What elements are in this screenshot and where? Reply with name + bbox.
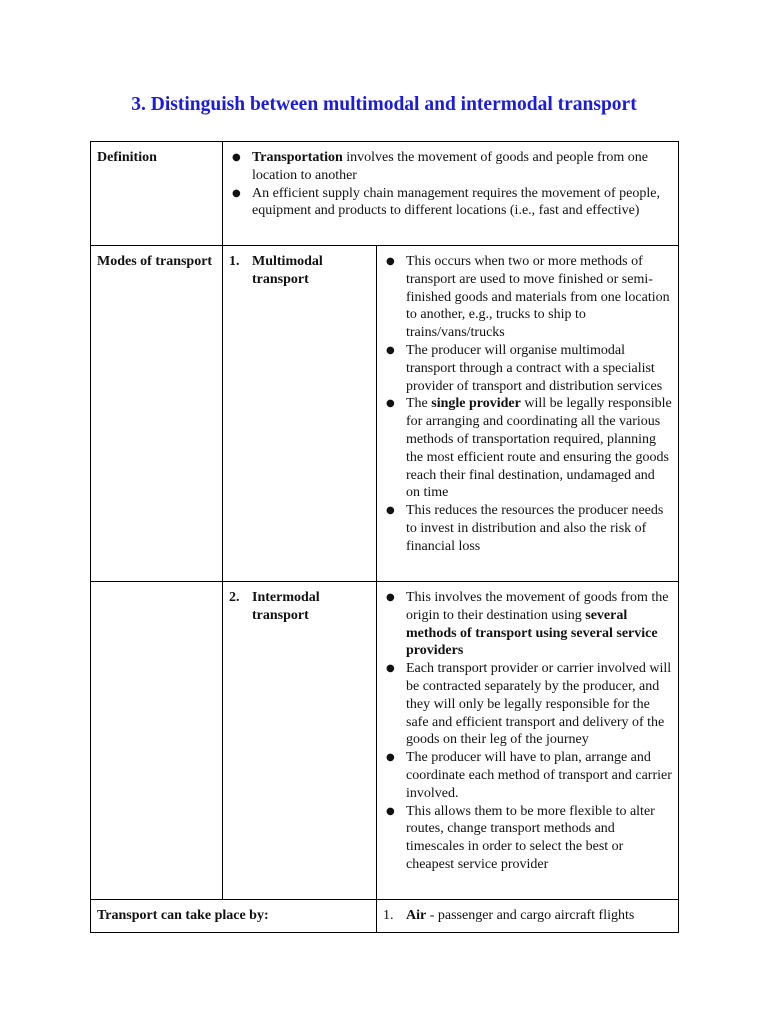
item-text: involves the movement of goods and people from one location to another [252, 150, 648, 183]
modes-label: Modes of transport [91, 246, 223, 582]
intermodal-row [91, 582, 679, 900]
transport-by-content [377, 900, 679, 933]
list-item: ● This allows them to be more flexible to alter routes, change transport methods and timescales in order to select the best or cheapest service provider [383, 803, 672, 874]
list-item: ● Each transport provider or carrier involved will be contracted separately by the producer, and they will only be legally responsible for the safe and efficient transport and delivery of the goods on their leg of the journey [383, 660, 672, 749]
bold-term: Transportation [252, 150, 343, 165]
multimodal-list [383, 253, 672, 556]
page-title: 3. Distinguish between multimodal and intermodal transport [131, 94, 637, 115]
list-item: ● The producer will organise multimodal transport through a contract with a specialist provider of transport and distribution services [383, 342, 672, 395]
list-item: ● This occurs when two or more methods of transport are used to move finished or semi-finished goods and materials from one location to another, e.g., trucks to ship to trains/vans/trucks [383, 253, 672, 342]
multimodal-label-cell [223, 246, 377, 582]
transport-by-row [91, 900, 679, 933]
list-item [229, 149, 672, 185]
multimodal-label: 1. Multimodal transport [229, 254, 323, 287]
list-item: ● An efficient supply chain management requires the movement of people, equipment and products to different locations (i.e., fast and effective) [229, 185, 672, 221]
transport-by-label: Transport can take place by: [91, 900, 377, 933]
bold-term: several methods of transport using several service providers [406, 607, 658, 659]
bold-term: single provider [431, 396, 521, 412]
definition-row [91, 142, 679, 246]
list-item: 1. Air - passenger and cargo aircraft flights [383, 908, 635, 923]
list-item: ● The producer will have to plan, arrange and coordinate each method of transport and carrier involved. [383, 749, 672, 802]
list-item: ● This reduces the resources the producer needs to invest in distribution and also the risk of financial loss [383, 502, 672, 555]
empty-cell [91, 582, 223, 900]
intermodal-details [377, 582, 679, 900]
definition-label: Definition [91, 142, 223, 246]
bold-term: Air [406, 908, 427, 923]
definition-content [223, 142, 679, 246]
definition-list [229, 149, 672, 220]
intermodal-list [383, 589, 672, 874]
intermodal-label-cell [223, 582, 377, 900]
multimodal-details [377, 246, 679, 582]
list-item: ● The single provider will be legally responsible for arranging and coordinating all the various methods of transportation required, planning the most efficient route and ensuring the goods reach their final destination, undamaged and on time [383, 395, 672, 502]
list-item: ● This involves the movement of goods from the origin to their destination using several methods of transport using several service providers [383, 589, 672, 660]
multimodal-row [91, 246, 679, 582]
comparison-table [90, 141, 679, 933]
intermodal-label: 2. Intermodal transport [229, 590, 320, 623]
